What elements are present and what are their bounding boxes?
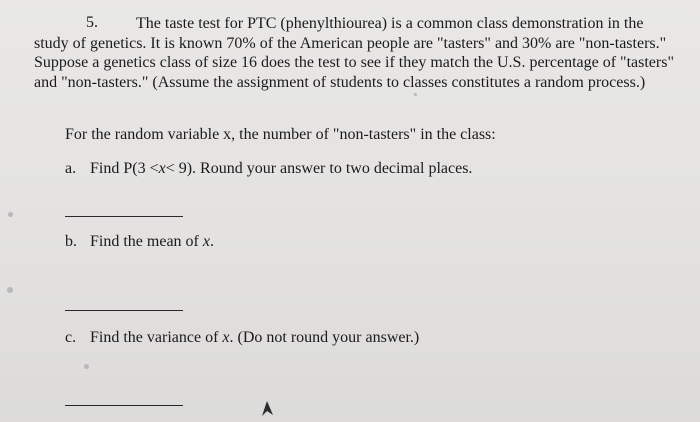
part-b-variable: x bbox=[202, 233, 210, 250]
problem-intro: The taste test for PTC (phenylthiourea) is a common class demonstration in the study of genetics. It is known 70% of the American people are "tasters" and 30% are "non-tasters." Suppose a genetics class of size 16 does the test to see if they match the U.S. percentage of "tasters" and "non-tasters." (Assume the assignment of students to classes constitutes a random process.) bbox=[34, 15, 674, 91]
part-a-letter: a. bbox=[65, 160, 77, 177]
part-b-letter: b. bbox=[65, 233, 77, 250]
part-c-variable: x bbox=[222, 329, 230, 346]
screen-speck bbox=[7, 287, 13, 293]
problem-number: 5. bbox=[86, 14, 98, 31]
part-c-answer-line[interactable] bbox=[65, 405, 183, 406]
part-b-prefix: Find the mean of bbox=[90, 233, 199, 250]
part-b-question bbox=[65, 233, 214, 251]
screen-speck bbox=[414, 93, 417, 96]
problem-lead: For the random variable x, the number of "non-tasters" in the class: bbox=[65, 126, 496, 143]
part-c-letter: c. bbox=[65, 329, 77, 346]
part-a-rest: < 9). Round your answer to two decimal places. bbox=[165, 160, 473, 177]
part-a-variable: x bbox=[158, 160, 166, 177]
part-c-question bbox=[65, 329, 419, 347]
cursor-icon bbox=[261, 401, 273, 417]
part-b-answer-line[interactable] bbox=[65, 310, 183, 311]
part-b-rest: . bbox=[209, 233, 214, 250]
part-c-prefix: Find the variance of bbox=[90, 329, 219, 346]
screen-speck bbox=[84, 364, 89, 369]
part-a-answer-line[interactable] bbox=[65, 216, 183, 217]
part-c-rest: . (Do not round your answer.) bbox=[229, 329, 420, 346]
part-a-prefix: Find P(3 < bbox=[90, 160, 159, 177]
screen-speck bbox=[8, 212, 13, 217]
part-a-question bbox=[65, 160, 472, 178]
